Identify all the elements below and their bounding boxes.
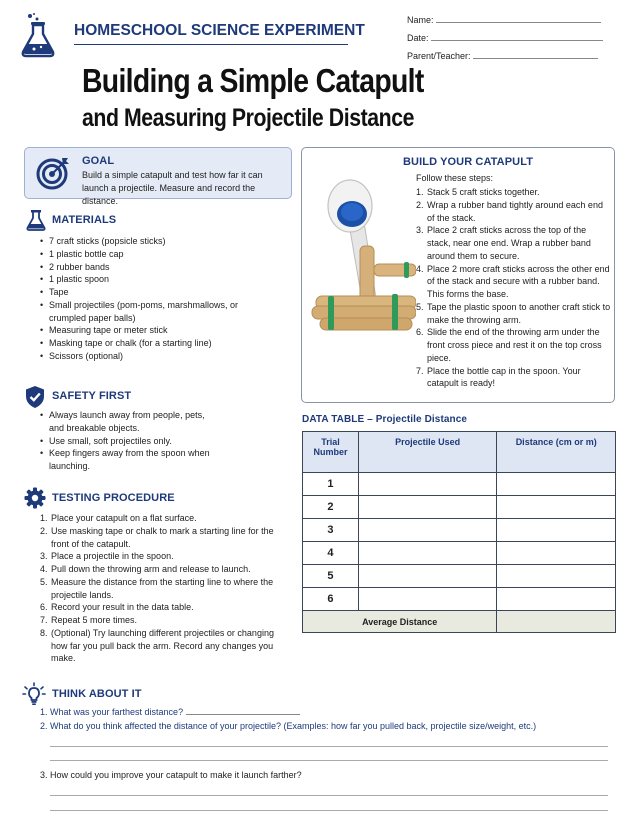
page-subtitle: and Measuring Projectile Distance <box>82 104 414 132</box>
trial-number: 1 <box>303 473 359 496</box>
projectile-cell[interactable] <box>358 588 496 611</box>
name-field[interactable] <box>407 14 601 27</box>
table-row <box>303 542 616 565</box>
projectile-cell[interactable] <box>358 542 496 565</box>
build-box <box>301 147 615 403</box>
list-item: • 1 plastic bottle cap <box>40 248 250 261</box>
trial-number: 5 <box>303 565 359 588</box>
flask-logo-icon <box>18 12 58 58</box>
materials-title: MATERIALS <box>52 214 117 226</box>
distance-cell[interactable] <box>497 496 616 519</box>
distance-cell[interactable] <box>497 565 616 588</box>
table-row <box>303 519 616 542</box>
list-item: • 1 plastic spoon <box>40 273 250 286</box>
list-item: 4. Place 2 more craft sticks across the other end of the stack and secure with a rubber band. This forms the base. <box>416 263 610 300</box>
name-line[interactable] <box>436 22 601 23</box>
answer-2-line-2[interactable] <box>50 760 608 761</box>
list-item: • Small projectiles (pom-poms, marshmallows, or crumpled paper balls) <box>40 299 250 325</box>
think-title: THINK ABOUT IT <box>52 688 142 700</box>
average-row <box>303 611 616 633</box>
data-table <box>302 431 616 633</box>
projectile-cell[interactable] <box>358 496 496 519</box>
kicker-underline <box>74 44 348 45</box>
list-item: • Keep fingers away from the spoon when launching. <box>40 447 222 473</box>
page-title: Building a Simple Catapult <box>82 62 424 99</box>
list-item: • Tape <box>40 286 250 299</box>
goal-text: Build a simple catapult and test how far it can launch a projectile. Measure and record the distance. <box>82 170 263 207</box>
goal-title: GOAL <box>82 155 115 167</box>
col-projectile-used: Projectile Used <box>358 432 496 473</box>
distance-cell[interactable] <box>497 519 616 542</box>
answer-3-line-1[interactable] <box>50 795 608 796</box>
average-cell[interactable] <box>497 611 616 633</box>
shield-check-icon <box>24 385 46 409</box>
build-title: BUILD YOUR CATAPULT <box>403 156 534 168</box>
list-item: 3. Place a projectile in the spoon. <box>40 551 174 562</box>
question-2: 2. What do you think affected the distance of your projectile? (Examples: how far you pulled back, projectile size/weight, etc.) <box>40 721 537 731</box>
list-item: 4. Pull down the throwing arm and release to launch. <box>40 564 251 575</box>
answer-2-line-1[interactable] <box>50 746 608 747</box>
table-row <box>303 565 616 588</box>
trial-number: 3 <box>303 519 359 542</box>
list-item: 6. Slide the end of the throwing arm under the front cross piece and rest it on the top cross piece. <box>416 327 602 363</box>
catapult-illustration <box>306 178 416 338</box>
list-item: 7. Place the bottle cap in the spoon. Your catapult is ready! <box>416 365 581 389</box>
col-trial-number: Trial Number <box>303 432 359 473</box>
list-item: • Masking tape or chalk (for a starting line) <box>40 337 250 350</box>
date-field[interactable] <box>407 32 603 45</box>
safety-title: SAFETY FIRST <box>52 390 132 402</box>
kicker-title: HOMESCHOOL SCIENCE EXPERIMENT <box>74 22 365 39</box>
distance-cell[interactable] <box>497 473 616 496</box>
table-row <box>303 588 616 611</box>
question-1-text: 1. What was your farthest distance? <box>40 707 184 717</box>
question-3: 3. How could you improve your catapult to make it launch farther? <box>40 770 302 780</box>
list-item: • Scissors (optional) <box>40 350 250 363</box>
list-item: • 7 craft sticks (popsicle sticks) <box>40 235 250 248</box>
list-item: • 2 rubber bands <box>40 261 250 274</box>
trial-number: 4 <box>303 542 359 565</box>
parent-line[interactable] <box>473 58 598 59</box>
list-item: 6. Record your result in the data table. <box>40 602 194 613</box>
goal-box <box>24 147 292 207</box>
lightbulb-icon <box>22 682 46 706</box>
list-item: 2. Use masking tape or chalk to mark a starting line for the front of the catapult. <box>40 525 274 549</box>
average-label: Average Distance <box>303 611 497 633</box>
testing-title: TESTING PROCEDURE <box>52 492 175 504</box>
name-label: Name: <box>407 15 434 25</box>
distance-cell[interactable] <box>497 588 616 611</box>
table-row <box>303 473 616 496</box>
date-label: Date: <box>407 33 429 43</box>
list-item: 5. Tape the plastic spoon to another craft stick to make the throwing arm. <box>416 301 611 325</box>
build-intro: Follow these steps: <box>416 173 494 183</box>
beaker-icon <box>26 209 46 231</box>
date-line[interactable] <box>431 40 603 41</box>
list-item: • Use small, soft projectiles only. <box>40 435 222 448</box>
list-item: 8. (Optional) Try launching different projectiles or changing how far you pull back the arm. Record any changes you make. <box>40 627 274 664</box>
target-icon <box>36 156 70 190</box>
question-1 <box>40 706 300 719</box>
trial-number: 2 <box>303 496 359 519</box>
answer-1-line[interactable] <box>186 714 300 715</box>
list-item: 5. Measure the distance from the starting line to where the projectile lands. <box>40 576 274 600</box>
materials-list <box>40 235 250 363</box>
list-item: 2. Wrap a rubber band tightly around each end of the stack. <box>416 199 603 223</box>
projectile-cell[interactable] <box>358 565 496 588</box>
projectile-cell[interactable] <box>358 519 496 542</box>
parent-label: Parent/Teacher: <box>407 51 471 61</box>
trial-number: 6 <box>303 588 359 611</box>
list-item: • Measuring tape or meter stick <box>40 324 250 337</box>
col-distance: Distance (cm or m) <box>497 432 616 473</box>
list-item: 3. Place 2 craft sticks across the top of the stack, near one end. Wrap a rubber band around them to secure. <box>416 225 591 261</box>
gear-icon <box>24 487 46 509</box>
data-table-title: DATA TABLE – Projectile Distance <box>302 414 468 425</box>
testing-steps <box>40 512 278 665</box>
parent-field[interactable] <box>407 50 598 63</box>
projectile-cell[interactable] <box>358 473 496 496</box>
safety-list <box>40 409 222 473</box>
list-item: 1. Stack 5 craft sticks together. <box>416 187 540 197</box>
list-item: 7. Repeat 5 more times. <box>40 615 138 626</box>
list-item: 1. Place your catapult on a flat surface. <box>40 513 197 523</box>
table-row <box>303 496 616 519</box>
table-header-row <box>303 432 616 473</box>
answer-3-line-2[interactable] <box>50 810 608 811</box>
distance-cell[interactable] <box>497 542 616 565</box>
list-item: • Always launch away from people, pets, and breakable objects. <box>40 409 222 435</box>
build-steps <box>416 186 612 390</box>
